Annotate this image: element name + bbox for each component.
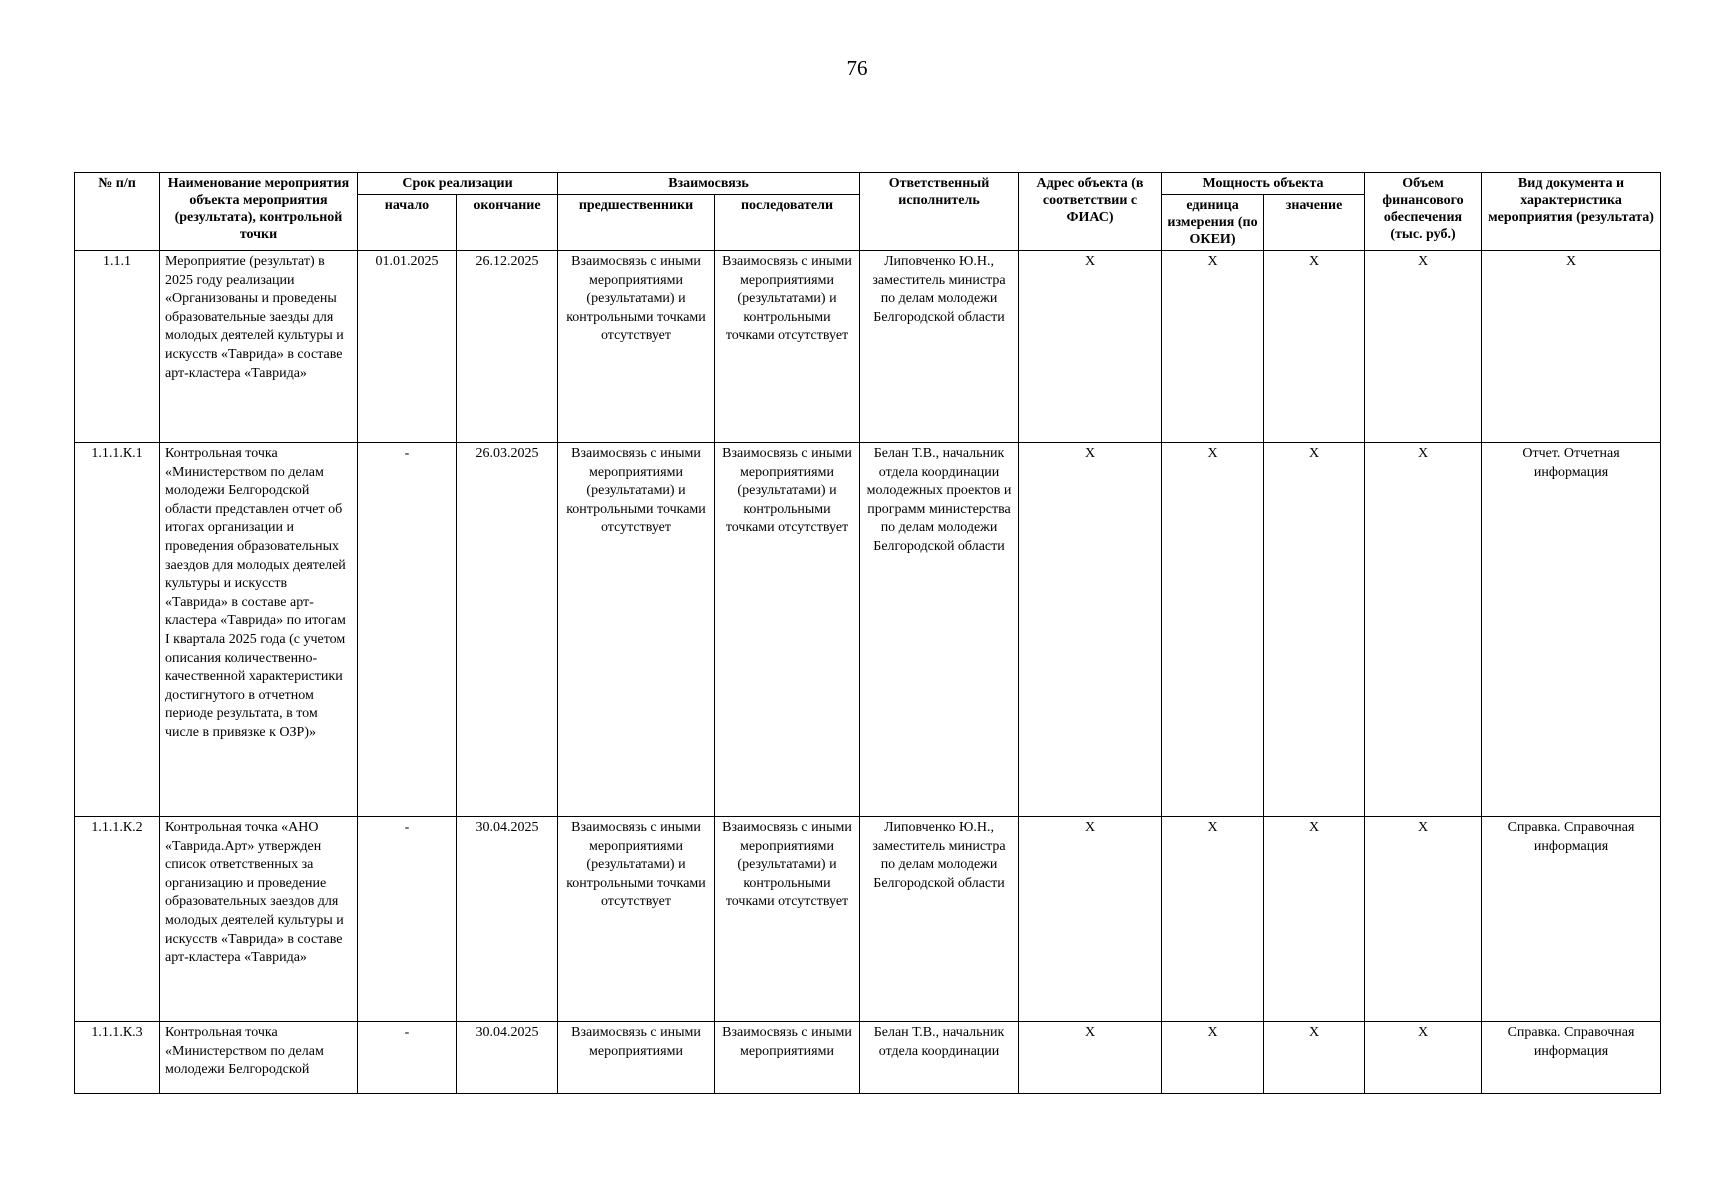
cell-end: 26.03.2025 bbox=[457, 443, 558, 817]
page-number: 76 bbox=[846, 56, 868, 80]
cell-num: 1.1.1 bbox=[75, 251, 160, 443]
cell-doc: Х bbox=[1482, 251, 1661, 443]
cell-executor: Белан Т.В., начальник отдела координации bbox=[860, 1022, 1019, 1094]
cell-value: Х bbox=[1264, 443, 1365, 817]
cell-executor: Липовченко Ю.Н., заместитель министра по делам молодежи Белгородской области bbox=[860, 251, 1019, 443]
cell-doc: Справка. Справочная информация bbox=[1482, 1022, 1661, 1094]
cell-address: Х bbox=[1019, 817, 1162, 1022]
cell-successors: Взаимосвязь с иными мероприятиями (результатами) и контрольными точками отсутствует bbox=[715, 443, 860, 817]
cell-predecessors: Взаимосвязь с иными мероприятиями bbox=[558, 1022, 715, 1094]
cell-num: 1.1.1.К.3 bbox=[75, 1022, 160, 1094]
cell-doc: Отчет. Отчетная информация bbox=[1482, 443, 1661, 817]
cell-num: 1.1.1.К.1 bbox=[75, 443, 160, 817]
cell-name: Контрольная точка «АНО «Таврида.Арт» утвержден список ответственных за организацию и проведение образовательных заездов для молодых деятелей культуры и искусств «Таврида» в составе арт-кластера «Таврида» bbox=[160, 817, 358, 1022]
cell-start: - bbox=[358, 1022, 457, 1094]
cell-end: 30.04.2025 bbox=[457, 817, 558, 1022]
header-predecessors: предшественники bbox=[558, 195, 715, 251]
cell-start: - bbox=[358, 817, 457, 1022]
cell-end: 30.04.2025 bbox=[457, 1022, 558, 1094]
plan-table bbox=[74, 172, 1661, 1094]
cell-start: - bbox=[358, 443, 457, 817]
cell-start: 01.01.2025 bbox=[358, 251, 457, 443]
table-row bbox=[75, 443, 1661, 817]
cell-address: Х bbox=[1019, 1022, 1162, 1094]
cell-name: Мероприятие (результат) в 2025 году реализации «Организованы и проведены образовательные заезды для молодых деятелей культуры и искусств «Таврида» в составе арт-кластера «Таврида» bbox=[160, 251, 358, 443]
table-row bbox=[75, 817, 1661, 1022]
table-row bbox=[75, 1022, 1661, 1094]
cell-value: Х bbox=[1264, 817, 1365, 1022]
header-unit: единица измерения (по ОКЕИ) bbox=[1162, 195, 1264, 251]
header-name: Наименование мероприятия объекта мероприятия (результата), контрольной точки bbox=[160, 173, 358, 251]
cell-successors: Взаимосвязь с иными мероприятиями (результатами) и контрольными точками отсутствует bbox=[715, 817, 860, 1022]
header-finance: Объем финансового обеспечения (тыс. руб.) bbox=[1365, 173, 1482, 251]
cell-finance: Х bbox=[1365, 817, 1482, 1022]
cell-name: Контрольная точка «Министерством по делам молодежи Белгородской области представлен отчет об итогах организации и проведения образовательных заездов для молодых деятелей культуры и искусств «Таврида» в составе арт-кластера «Таврида» по итогам I квартала 2025 года (с учетом описания количественно-качественной характеристики достигнутого в отчетном периоде результата, в том числе в привязке к ОЗР)» bbox=[160, 443, 358, 817]
cell-value: Х bbox=[1264, 1022, 1365, 1094]
cell-end: 26.12.2025 bbox=[457, 251, 558, 443]
header-successors: последователи bbox=[715, 195, 860, 251]
cell-num: 1.1.1.К.2 bbox=[75, 817, 160, 1022]
cell-executor: Липовченко Ю.Н., заместитель министра по делам молодежи Белгородской области bbox=[860, 817, 1019, 1022]
cell-predecessors: Взаимосвязь с иными мероприятиями (результатами) и контрольными точками отсутствует bbox=[558, 817, 715, 1022]
cell-finance: Х bbox=[1365, 1022, 1482, 1094]
cell-predecessors: Взаимосвязь с иными мероприятиями (результатами) и контрольными точками отсутствует bbox=[558, 443, 715, 817]
header-doc: Вид документа и характеристика мероприятия (результата) bbox=[1482, 173, 1661, 251]
cell-finance: Х bbox=[1365, 251, 1482, 443]
cell-executor: Белан Т.В., начальник отдела координации молодежных проектов и программ министерства по делам молодежи Белгородской области bbox=[860, 443, 1019, 817]
header-value: значение bbox=[1264, 195, 1365, 251]
header-row-1 bbox=[75, 173, 1661, 195]
cell-address: Х bbox=[1019, 443, 1162, 817]
header-period: Срок реализации bbox=[358, 173, 558, 195]
cell-finance: Х bbox=[1365, 443, 1482, 817]
cell-doc: Справка. Справочная информация bbox=[1482, 817, 1661, 1022]
cell-successors: Взаимосвязь с иными мероприятиями (результатами) и контрольными точками отсутствует bbox=[715, 251, 860, 443]
cell-successors: Взаимосвязь с иными мероприятиями bbox=[715, 1022, 860, 1094]
header-link: Взаимосвязь bbox=[558, 173, 860, 195]
cell-unit: Х bbox=[1162, 251, 1264, 443]
table-row bbox=[75, 251, 1661, 443]
cell-address: Х bbox=[1019, 251, 1162, 443]
header-end: окончание bbox=[457, 195, 558, 251]
header-start: начало bbox=[358, 195, 457, 251]
header-capacity: Мощность объекта bbox=[1162, 173, 1365, 195]
cell-unit: Х bbox=[1162, 1022, 1264, 1094]
cell-name: Контрольная точка «Министерством по делам молодежи Белгородской bbox=[160, 1022, 358, 1094]
cell-unit: Х bbox=[1162, 817, 1264, 1022]
cell-value: Х bbox=[1264, 251, 1365, 443]
cell-predecessors: Взаимосвязь с иными мероприятиями (результатами) и контрольными точками отсутствует bbox=[558, 251, 715, 443]
header-executor: Ответственный исполнитель bbox=[860, 173, 1019, 251]
cell-unit: Х bbox=[1162, 443, 1264, 817]
header-num: № п/п bbox=[75, 173, 160, 251]
header-address: Адрес объекта (в соответствии с ФИАС) bbox=[1019, 173, 1162, 251]
